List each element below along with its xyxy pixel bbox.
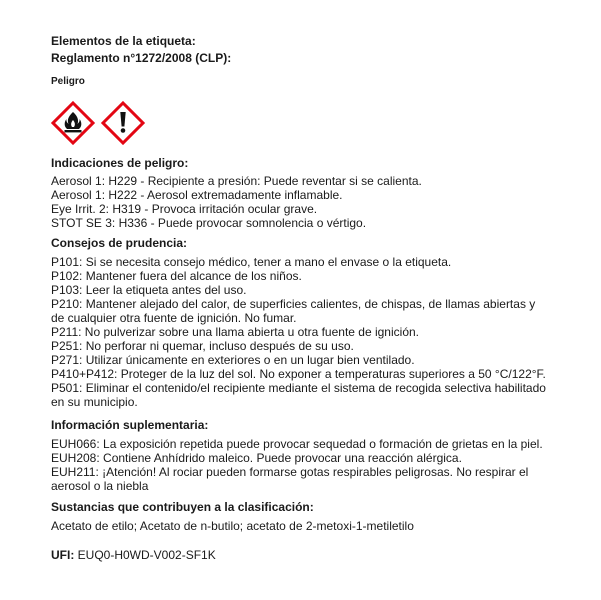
hazard-statements-title: Indicaciones de peligro: <box>51 156 189 170</box>
precautionary-statement: de cualquier otra fuente de ignición. No fumar. <box>51 311 297 325</box>
supplementary-statement: aerosol o la niebla <box>51 479 149 493</box>
precautionary-statement: P251: No perforar ni quemar, incluso después de su uso. <box>51 339 354 353</box>
precautionary-statement: P410+P412: Proteger de la luz del sol. No exponer a temperaturas superiores a 50 °C/122°F. <box>51 367 546 381</box>
precautionary-statement: P211: No pulverizar sobre una llama abierta u otra fuente de ignición. <box>51 325 419 339</box>
hazard-statement: Aerosol 1: H229 - Recipiente a presión: Puede reventar si se calienta. <box>51 174 422 188</box>
header-title-line-1: Elementos de la etiqueta: <box>51 34 196 48</box>
hazard-statement: Eye Irrit. 2: H319 - Provoca irritación ocular grave. <box>51 202 318 216</box>
contributing-substances-section <box>51 499 571 533</box>
supplementary-statement: EUH208: Contiene Anhídrido maleico. Puede provocar una reacción alérgica. <box>51 451 462 465</box>
supplementary-statement: EUH211: ¡Atención! Al rociar pueden formarse gotas respirables peligrosas. No respirar el <box>51 465 529 479</box>
supplementary-statement: EUH066: La exposición repetida puede provocar sequedad o formación de grietas en la piel. <box>51 437 543 451</box>
precautionary-statement: P271: Utilizar únicamente en exteriores o en un lugar bien ventilado. <box>51 353 415 367</box>
ufi-label: UFI: <box>51 548 75 562</box>
supplementary-information-title: Información suplementaria: <box>51 418 209 432</box>
precautionary-statements-section <box>51 235 571 409</box>
hazard-statement: STOT SE 3: H336 - Puede provocar somnolencia o vértigo. <box>51 216 367 230</box>
ufi-code-row <box>51 548 571 562</box>
flame-ghs-icon <box>51 101 95 145</box>
ghs-pictograms <box>51 101 571 145</box>
supplementary-information-section <box>51 417 571 493</box>
ufi-code: EUQ0-H0WD-V002-SF1K <box>77 548 216 562</box>
signal-word: Peligro <box>51 76 85 87</box>
precautionary-statement: P210: Mantener alejado del calor, de superficies calientes, de chispas, de llamas abiertas y <box>51 297 536 311</box>
label-elements-document <box>51 33 571 562</box>
precautionary-statements-title: Consejos de prudencia: <box>51 236 188 250</box>
contributing-substances-title: Sustancias que contribuyen a la clasificación: <box>51 500 314 514</box>
hazard-statement: Aerosol 1: H222 - Aerosol extremadamente inflamable. <box>51 188 343 202</box>
precautionary-statement: en su municipio. <box>51 395 138 409</box>
hazard-statements-section <box>51 155 571 230</box>
contributing-substances-text: Acetato de etilo; Acetato de n-butilo; acetato de 2-metoxi-1-metiletilo <box>51 519 414 533</box>
precautionary-statement: P102: Mantener fuera del alcance de los niños. <box>51 269 302 283</box>
precautionary-statement: P501: Eliminar el contenido/el recipiente mediante el sistema de recogida selectiva habilitado <box>51 381 546 395</box>
header-title-line-2: Reglamento n°1272/2008 (CLP): <box>51 51 232 65</box>
precautionary-statement: P103: Leer la etiqueta antes del uso. <box>51 283 247 297</box>
precautionary-statement: P101: Si se necesita consejo médico, tener a mano el envase o la etiqueta. <box>51 255 452 269</box>
exclamation-ghs-icon <box>101 101 145 145</box>
